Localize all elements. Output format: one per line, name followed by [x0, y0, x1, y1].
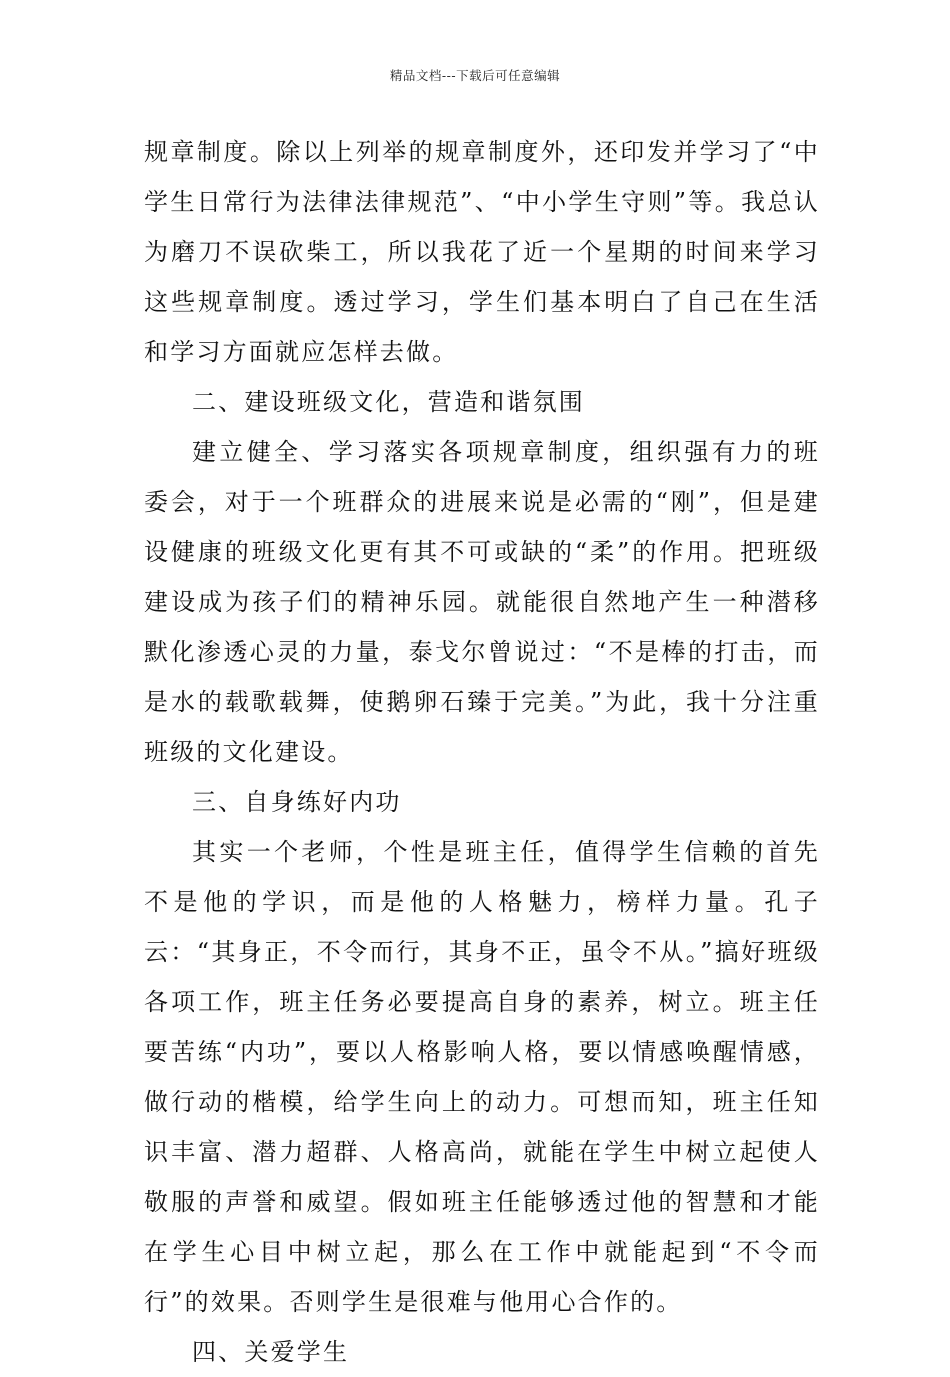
document-body — [144, 127, 820, 1377]
section-heading-self-improvement: 三、自身练好内功 — [192, 788, 402, 816]
section-heading-class-culture: 二、建设班级文化，营造和谐氛围 — [192, 388, 585, 416]
page-header: 精品文档---下载后可任意编辑 — [389, 68, 561, 83]
paragraph-continued-rules: 规章制度。除以上列举的规章制度外，还印发并学习了“中学生日常行为法律法律规范”、“中小学生守则”等。我总认为磨刀不误砍柴工，所以我花了近一个星期的时间来学习这些规章制度。透过学习，学生们基本明白了自己在生活和学习方面就应怎样去做。 — [144, 138, 820, 366]
paragraph-self-improvement: 其实一个老师，个性是班主任，值得学生信赖的首先不是他的学识，而是他的人格魅力，榜样力量。孔子云：“其身正，不令而行，其身不正，虽令不从。”搞好班级各项工作，班主任务必要提高自身的素养，树立。班主任要苦练“内功”，要以人格影响人格，要以情感唤醒情感，做行动的楷模，给学生向上的动力。可想而知，班主任知识丰富、潜力超群、人格高尚，就能在学生中树立起使人敬服的声誉和威望。假如班主任能够透过他的智慧和才能在学生心目中树立起，那么在工作中就能起到“不令而行”的效果。否则学生是很难与他用心合作的。 — [144, 838, 820, 1316]
section-heading-care-students: 四、关爱学生 — [192, 1338, 350, 1366]
paragraph-class-culture: 建立健全、学习落实各项规章制度，组织强有力的班委会，对于一个班群众的进展来说是必需的“刚”，但是建设健康的班级文化更有其不可或缺的“柔”的作用。把班级建设成为孩子们的精神乐园。就能很自然地产生一种潜移默化渗透心灵的力量，泰戈尔曾说过：“不是棒的打击，而是水的载歌载舞，使鹅卵石臻于完美。”为此，我十分注重班级的文化建设。 — [144, 438, 820, 766]
